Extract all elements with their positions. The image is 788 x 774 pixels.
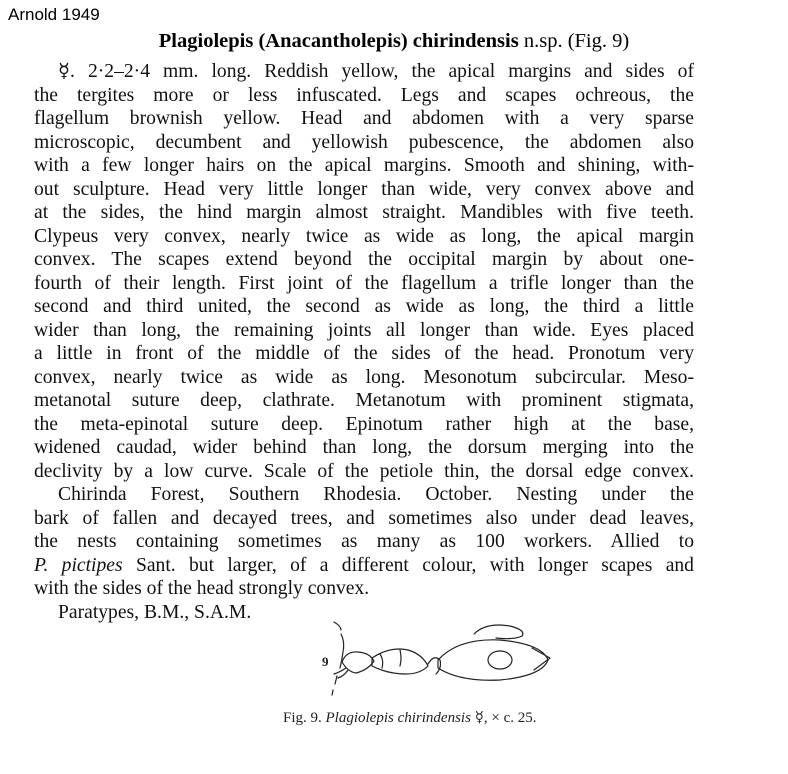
allied-line-rest: Sant. but larger, of a different colour, with longer scapes and xyxy=(135,554,694,576)
species-heading-suffix: n.sp. (Fig. 9) xyxy=(523,30,630,52)
citation-label: Arnold 1949 xyxy=(8,5,100,24)
text-line: flagellum brownish yellow. Head and abdomen with a very sparse xyxy=(34,108,694,129)
description-body xyxy=(34,60,694,624)
locality-line: bark of fallen and decayed trees, and sometimes also under dead leaves, xyxy=(34,507,694,529)
text-line: the meta-epinotal suture deep. Epinotum rather high at the base, xyxy=(34,413,694,435)
text-line: out sculpture. Head very little longer than wide, very convex above and xyxy=(34,178,694,200)
text-line: widened caudad, wider behind than long, the dorsum merging into the xyxy=(34,437,694,458)
paratypes-line: Paratypes, B.M., S.A.M. xyxy=(58,601,252,623)
text-line: wider than long, the remaining joints all longer than wide. Eyes placed xyxy=(34,319,694,341)
text-line: metanotal suture deep, clathrate. Metanotum with prominent stigmata, xyxy=(34,390,694,411)
text-line: the tergites more or less infuscated. Legs and scapes ochreous, the xyxy=(34,84,694,106)
text-line: convex. The scapes extend beyond the occipital margin by about one- xyxy=(34,249,694,270)
text-line: fourth of their length. First joint of the flagellum a trifle longer than the xyxy=(34,272,694,294)
text-line: microscopic, decumbent and yellowish pubescence, the abdomen also xyxy=(34,131,694,153)
allied-species-name: P. pictipes xyxy=(34,554,123,576)
allied-line xyxy=(34,554,694,578)
species-name: Plagiolepis (Anacantholepis) chirindensis xyxy=(158,30,519,52)
species-heading xyxy=(0,30,788,53)
ant-head-outline xyxy=(342,652,374,673)
figure-caption xyxy=(283,708,537,727)
ant-gaster-outline xyxy=(438,640,548,680)
gaster-segment-stroke xyxy=(488,651,512,669)
figure-number: 9 xyxy=(322,654,329,669)
text-line: with a few longer hairs on the apical margins. Smooth and shining, with- xyxy=(34,155,694,176)
text-line: at the sides, the hind margin almost straight. Mandibles with five teeth. xyxy=(34,202,694,223)
caption-suffix: ☿, × c. 25. xyxy=(474,710,537,726)
mandible-stroke xyxy=(334,668,348,678)
text-line: Clypeus very convex, nearly twice as wide as long, the apical margin xyxy=(34,225,694,247)
text-line: declivity by a low curve. Scale of the petiole thin, the dorsal edge convex. xyxy=(34,460,694,482)
antenna-stroke xyxy=(332,622,344,695)
text-line: convex, nearly twice as wide as long. Mesonotum subcircular. Meso- xyxy=(34,366,694,388)
wing-outline xyxy=(474,625,523,639)
text-line: second and third united, the second as wide as long, the third a little xyxy=(34,296,694,317)
text-line: with the sides of the head strongly convex. xyxy=(34,578,370,599)
locality-line: Chirinda Forest, Southern Rhodesia. October. Nesting under the xyxy=(58,484,694,505)
caption-prefix: Fig. 9. xyxy=(283,710,322,726)
ant-figure-drawing xyxy=(310,618,560,702)
text-line: ☿. 2·2–2·4 mm. long. Reddish yellow, the apical margins and sides of xyxy=(58,61,694,82)
caption-species: Plagiolepis chirindensis xyxy=(325,710,471,726)
text-line: a little in front of the middle of the sides of the head. Pronotum very xyxy=(34,343,694,364)
locality-line: the nests containing sometimes as many as 100 workers. Allied to xyxy=(34,531,694,552)
